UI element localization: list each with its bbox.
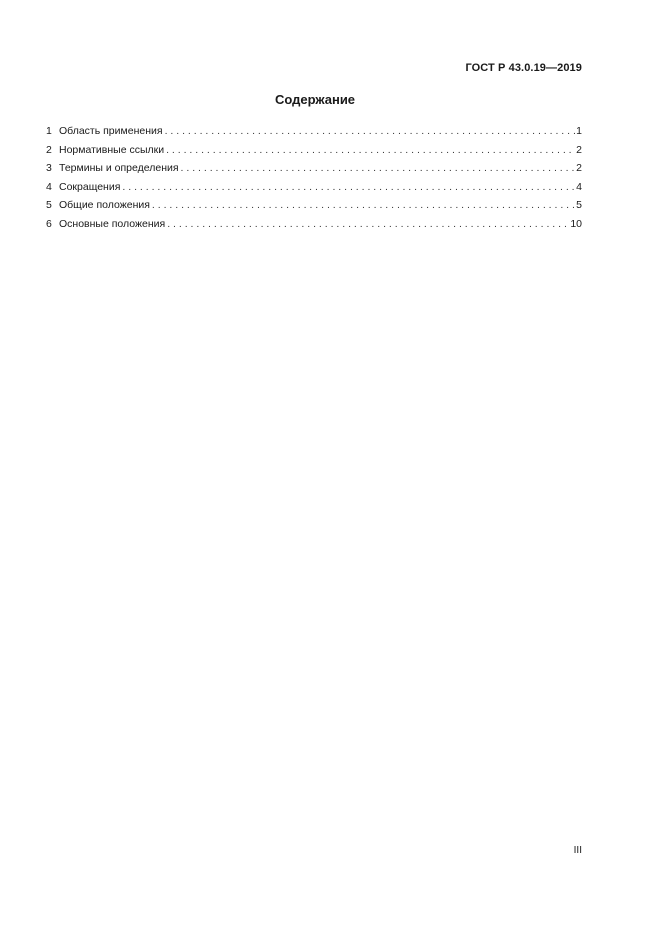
toc-item[interactable]: [46, 159, 582, 178]
toc-item[interactable]: [46, 141, 582, 160]
toc-item-label: Основные положения: [59, 217, 166, 230]
toc-dot-leader: [167, 215, 569, 234]
toc-item[interactable]: [46, 215, 582, 234]
toc-item-number: 6: [46, 217, 52, 230]
toc-item[interactable]: [46, 178, 582, 197]
toc-item-page: 2: [576, 143, 582, 156]
toc-item-page: 5: [576, 199, 582, 212]
toc-item-page: 4: [576, 180, 582, 193]
toc-dot-leader: [165, 122, 576, 141]
toc-item-number: 5: [46, 199, 52, 212]
toc-item-number: 1: [46, 125, 52, 137]
toc-dot-leader: [166, 141, 575, 160]
toc-item-page: 2: [576, 162, 582, 175]
toc-item-label: Сокращения: [59, 180, 121, 193]
toc-item-label: Область применения: [59, 125, 163, 137]
toc-dot-leader: [152, 196, 575, 215]
toc-item-number: 2: [46, 143, 52, 156]
document-code: ГОСТ Р 43.0.19—2019: [465, 62, 582, 74]
toc-item-label: Общие положения: [59, 199, 150, 212]
toc-dot-leader: [181, 159, 576, 178]
toc-item-number: 3: [46, 162, 52, 175]
page-number: III: [573, 845, 582, 856]
toc-item[interactable]: [46, 196, 582, 215]
toc-item-page: 10: [570, 217, 582, 230]
toc-list: [46, 122, 582, 234]
toc-item-label: Нормативные ссылки: [59, 143, 165, 156]
toc-item-number: 4: [46, 180, 52, 193]
toc-item[interactable]: [46, 122, 582, 141]
toc-item-label: Термины и определения: [59, 162, 179, 175]
toc-item-page: 1: [576, 125, 582, 137]
toc-title: Содержание: [274, 92, 356, 107]
toc-dot-leader: [122, 178, 575, 197]
